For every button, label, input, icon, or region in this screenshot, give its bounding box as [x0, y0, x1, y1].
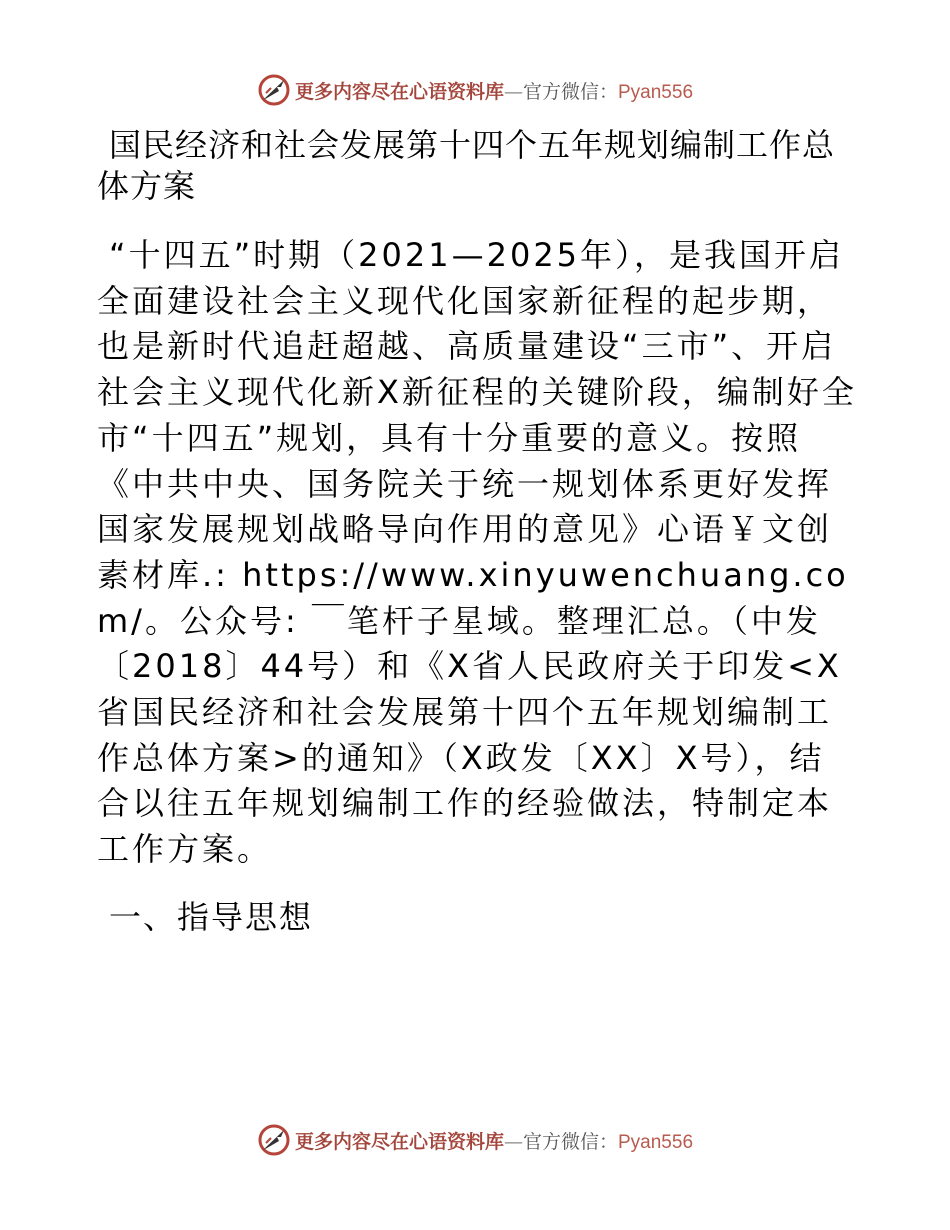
- banner-text: [295, 1127, 693, 1154]
- document-title: 国民经济和社会发展第十四个五年规划编制工作总体方案: [97, 126, 836, 205]
- header-banner: [0, 70, 950, 110]
- banner-separator: —: [503, 1130, 523, 1153]
- quill-logo-icon: [257, 1123, 291, 1157]
- section-heading: 一、指导思想: [109, 897, 314, 936]
- document-content: [97, 125, 857, 940]
- banner-wechat-id: Pyan556: [618, 1131, 694, 1153]
- banner-wechat-id: Pyan556: [618, 81, 694, 103]
- banner-brand: 更多内容尽在心语资料库: [294, 80, 504, 103]
- banner-separator: —: [503, 80, 523, 103]
- banner-wechat-label: 官方微信：: [522, 1130, 618, 1153]
- footer-banner: [0, 1120, 950, 1160]
- banner-brand: 更多内容尽在心语资料库: [294, 1130, 504, 1153]
- banner-wechat-label: 官方微信：: [522, 80, 618, 103]
- banner-text: [295, 77, 693, 104]
- document-body-paragraph: “十四五”时期（2021—2025年），是我国开启全面建设社会主义现代化国家新征程的起步期，也是新时代追赶超越、高质量建设“三市”、开启社会主义现代化新X新征程的关键阶段，编制好全市“十四五”规划，具有十分重要的意义。按照《中共中央、国务院关于统一规划体系更好发挥国家发展规划战略导向作用的意见》心语￥文创素材库.: https://www.xinyuwenchuang.com/。公众号: ￣笔杆子星域。整理汇总。（中发〔2018〕44号）和《X省人民政府关于印发<X省国民经济和社会发展第十四个五年规划编制工作总体方案>的通知》（X政发〔XX〕X号），结合以往五年规划编制工作的经验做法，特制定本工作方案。: [97, 236, 857, 869]
- quill-logo-icon: [257, 73, 291, 107]
